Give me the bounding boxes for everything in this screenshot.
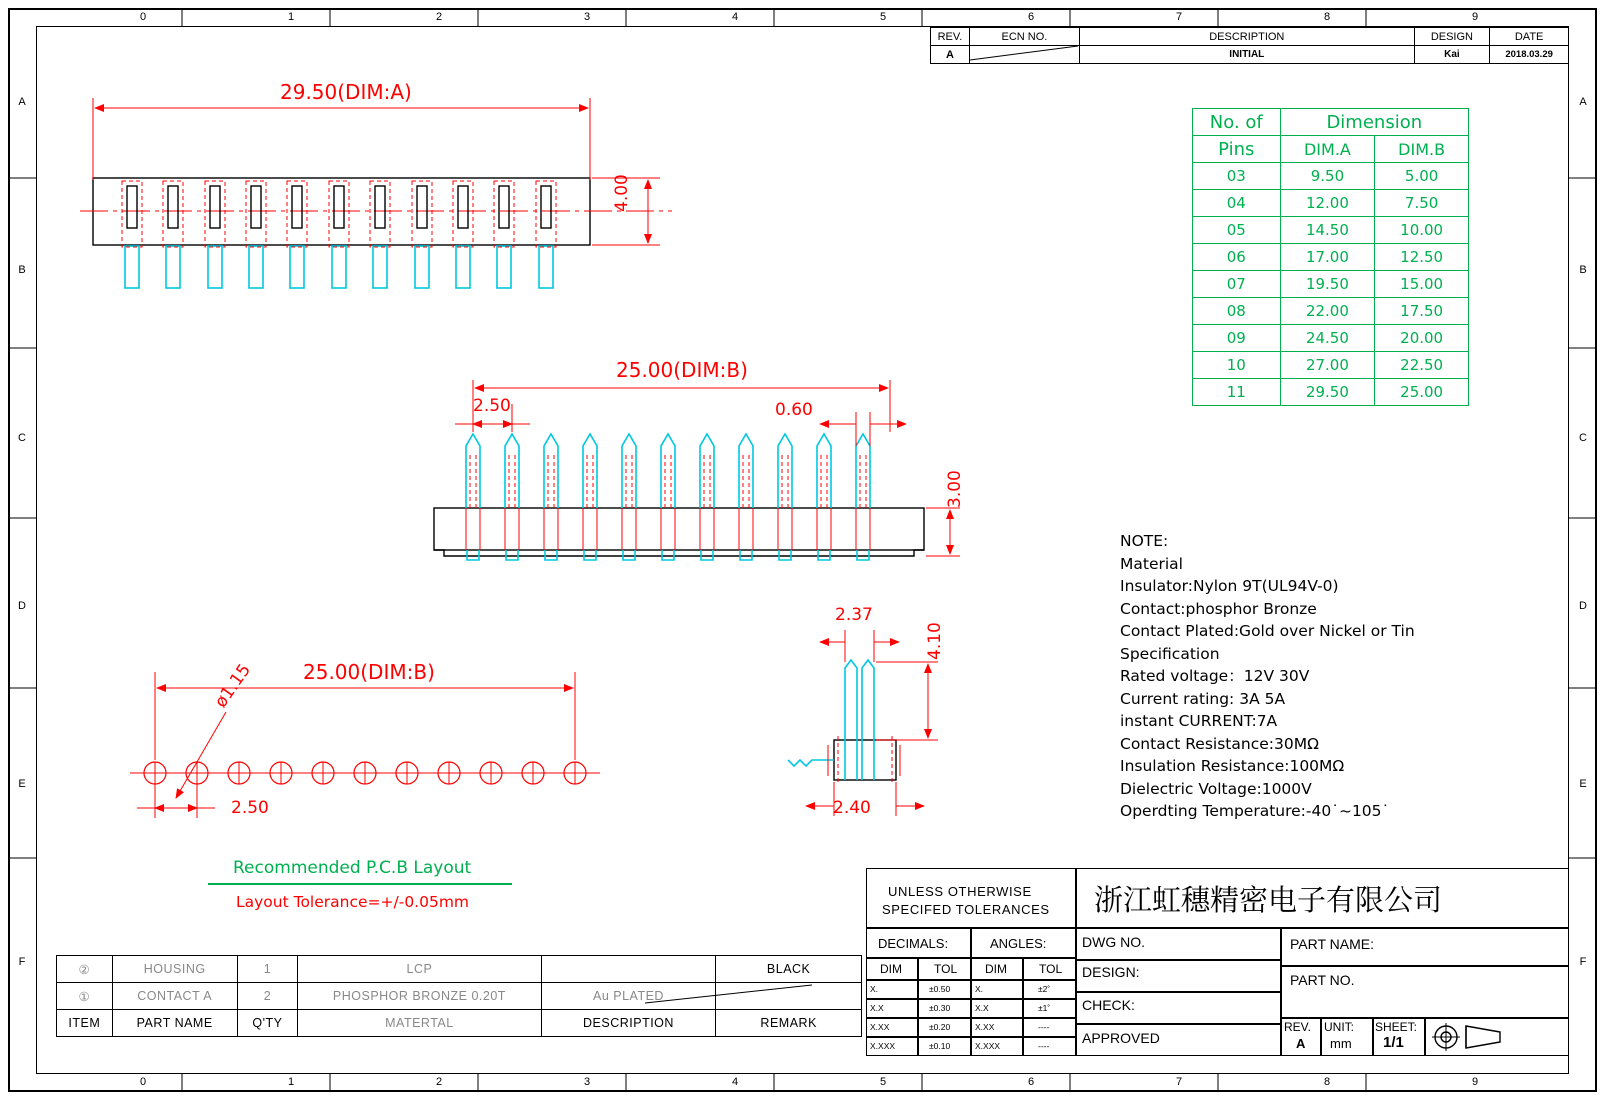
dim-b: 17.50 <box>1375 298 1469 325</box>
tolerance-title-line1: UNLESS OTHERWISE <box>888 884 1032 899</box>
tol-val: ±0.10 <box>929 1041 951 1051</box>
zone-label: 6 <box>1027 1076 1035 1088</box>
note-line: Insulation Resistance:100MΩ <box>1120 757 1345 775</box>
note-line: Specification <box>1120 644 1220 663</box>
rev-cell-date: 2018.03.29 <box>1490 46 1569 64</box>
tol-val: ---- <box>1038 1022 1050 1032</box>
rev-cell-desc: INITIAL <box>1080 46 1415 64</box>
bom-remark: BLACK <box>716 956 862 983</box>
zone-label: 7 <box>1175 11 1183 23</box>
table-row <box>57 956 862 983</box>
zone-label: E <box>1579 778 1587 790</box>
note-line: Material <box>1120 554 1183 573</box>
zone-label: 6 <box>1027 11 1035 23</box>
pcb-tolerance: Layout Tolerance=+/-0.05mm <box>236 893 470 911</box>
front-view <box>434 380 960 560</box>
tol-dim: X. <box>870 984 879 994</box>
dim-header-dimension: Dimension <box>1280 109 1468 136</box>
unit-value: mm <box>1330 1036 1352 1051</box>
title-block <box>866 868 1569 1056</box>
zone-label: F <box>18 956 26 968</box>
dim-pins: 10 <box>1193 352 1281 379</box>
zone-label: 0 <box>139 1076 147 1088</box>
tol-dim: X.XX <box>870 1022 890 1032</box>
bom-header-description: DESCRIPTION <box>541 1010 716 1037</box>
part-name-label: PART NAME: <box>1290 936 1375 952</box>
tol-dim: X.X <box>975 1003 989 1013</box>
dim-pins: 07 <box>1193 271 1281 298</box>
note-line: Contact Resistance:30MΩ <box>1120 734 1319 753</box>
bom-description-strike <box>641 981 816 1007</box>
approved-label: APPROVED <box>1082 1030 1160 1046</box>
sheet-value: 1/1 <box>1383 1034 1404 1051</box>
tol-val: ---- <box>1038 1041 1050 1051</box>
zone-label: 1 <box>287 1076 295 1088</box>
side-view-height-dim: 4.10 <box>925 622 945 660</box>
top-view-width-dim: 29.50(DIM:A) <box>280 80 412 104</box>
tol-dim: X.X <box>870 1003 884 1013</box>
tol-val: ±0.20 <box>929 1022 951 1032</box>
dim-b: 15.00 <box>1375 271 1469 298</box>
zone-label: 7 <box>1175 1076 1183 1088</box>
zone-label: 8 <box>1323 1076 1331 1088</box>
design-label: DESIGN: <box>1082 964 1140 980</box>
rev-header-design: DESIGN <box>1414 28 1490 46</box>
dim-a: 17.00 <box>1280 244 1375 271</box>
note-line: instant CURRENT:7A <box>1120 712 1278 730</box>
bom-header-part: PART NAME <box>112 1010 237 1037</box>
part-no-label: PART NO. <box>1290 972 1355 988</box>
note-line: Insulator:Nylon 9T(UL94V-0) <box>1120 577 1339 595</box>
dim-pins: 06 <box>1193 244 1281 271</box>
note-line: Operdting Temperature:-40˙~105˙ <box>1120 802 1390 820</box>
rev-value: A <box>1296 1036 1306 1051</box>
bom-description <box>541 956 716 983</box>
dim-header-pins2: Pins <box>1193 136 1281 163</box>
dim-pins: 04 <box>1193 190 1281 217</box>
bom-item: ① <box>57 983 113 1010</box>
dim-b: 5.00 <box>1375 163 1469 190</box>
zone-label: 3 <box>583 1076 591 1088</box>
zone-label: 4 <box>731 11 739 23</box>
zone-label: C <box>18 432 26 444</box>
rev-cell-rev: A <box>931 46 970 64</box>
pcb-width-dim: 25.00(DIM:B) <box>303 660 435 684</box>
note-line: Current rating: 3A 5A <box>1120 689 1286 708</box>
note-title: NOTE: <box>1120 532 1169 550</box>
dim-a: 22.00 <box>1280 298 1375 325</box>
zone-label: B <box>1579 264 1587 276</box>
bom-qty: 2 <box>237 983 298 1010</box>
bom-header-qty: Q'TY <box>237 1010 298 1037</box>
tol-header-dim1: DIM <box>880 962 902 976</box>
bom-header-item: ITEM <box>57 1010 113 1037</box>
dim-pins: 11 <box>1193 379 1281 406</box>
tol-dim: X.XX <box>975 1022 995 1032</box>
table-row <box>57 1010 862 1037</box>
zone-label: 2 <box>435 1076 443 1088</box>
front-view-pitch-dim: 2.50 <box>473 396 511 416</box>
rev-header-rev: REV. <box>931 28 970 46</box>
tol-dim: X.XXX <box>975 1041 1001 1051</box>
tol-val: ±0.30 <box>929 1003 951 1013</box>
front-view-pin-dim: 0.60 <box>775 400 813 420</box>
zone-label: 9 <box>1471 11 1479 23</box>
rev-header-ecn: ECN NO. <box>969 28 1079 46</box>
side-view-bottom-dim: 2.40 <box>833 798 871 818</box>
top-view <box>80 98 672 288</box>
dim-a: 9.50 <box>1280 163 1375 190</box>
rev-header-desc: DESCRIPTION <box>1080 28 1415 46</box>
zone-label: A <box>1579 96 1587 108</box>
dim-b: 25.00 <box>1375 379 1469 406</box>
bom-header-material: MATERTAL <box>298 1010 541 1037</box>
tol-dim: X. <box>975 984 984 994</box>
pcb-caption: Recommended P.C.B Layout <box>233 858 472 878</box>
zone-label: A <box>18 96 26 108</box>
dim-pins: 05 <box>1193 217 1281 244</box>
zone-label: 5 <box>879 1076 887 1088</box>
tol-val: ±1˚ <box>1038 1003 1051 1013</box>
zone-label: C <box>1579 432 1587 444</box>
zone-label: 1 <box>287 11 295 23</box>
first-angle-projection-icon <box>1430 1020 1510 1054</box>
dim-a: 19.50 <box>1280 271 1375 298</box>
company-name: 浙江虹穗精密电子有限公司 <box>1094 883 1443 917</box>
zone-label: 2 <box>435 11 443 23</box>
front-view-width-dim: 25.00(DIM:B) <box>616 358 748 382</box>
dim-b: 12.50 <box>1375 244 1469 271</box>
dim-pins: 09 <box>1193 325 1281 352</box>
tol-dim: X.XXX <box>870 1041 896 1051</box>
pcb-pitch-dim: 2.50 <box>231 798 269 818</box>
bom-material: LCP <box>298 956 541 983</box>
rev-label: REV. <box>1284 1020 1311 1034</box>
check-label: CHECK: <box>1082 997 1135 1013</box>
rev-cell-design: Kai <box>1414 46 1490 64</box>
zone-label: 3 <box>583 11 591 23</box>
bom-part-name: HOUSING <box>112 956 237 983</box>
zone-label: 8 <box>1323 11 1331 23</box>
note-line: Contact Plated:Gold over Nickel or Tin <box>1120 622 1415 640</box>
bom-item: ② <box>57 956 113 983</box>
zone-label: F <box>1579 956 1587 968</box>
zone-label: 9 <box>1471 1076 1479 1088</box>
dim-a: 27.00 <box>1280 352 1375 379</box>
dim-a: 24.50 <box>1280 325 1375 352</box>
dim-b: 10.00 <box>1375 217 1469 244</box>
zone-label: B <box>18 264 26 276</box>
tolerance-title-line2: SPECIFED TOLERANCES <box>882 902 1050 917</box>
dim-header-b: DIM.B <box>1375 136 1469 163</box>
pcb-hole-dim: ø1.15 <box>211 660 256 712</box>
decimals-label: DECIMALS: <box>878 936 949 951</box>
sheet-label: SHEET: <box>1375 1020 1418 1034</box>
bom-material: PHOSPHOR BRONZE 0.20T <box>298 983 541 1010</box>
zone-label: D <box>18 600 26 612</box>
dim-a: 12.00 <box>1280 190 1375 217</box>
bom-header-remark: REMARK <box>716 1010 862 1037</box>
rev-header-date: DATE <box>1490 28 1569 46</box>
unit-label: UNIT: <box>1324 1020 1354 1034</box>
note-line: Dielectric Voltage:1000V <box>1120 779 1312 798</box>
zone-label: 4 <box>731 1076 739 1088</box>
bom-part-name: CONTACT A <box>112 983 237 1010</box>
tol-val: ±0.50 <box>929 984 951 994</box>
dim-a: 29.50 <box>1280 379 1375 406</box>
tol-header-dim2: DIM <box>985 962 1007 976</box>
dim-b: 20.00 <box>1375 325 1469 352</box>
note-line: Contact:phosphor Bronze <box>1120 599 1317 618</box>
tol-header-tol2: TOL <box>1039 962 1063 976</box>
top-view-height-dim: 4.00 <box>612 174 632 212</box>
dim-b: 7.50 <box>1375 190 1469 217</box>
tol-header-tol1: TOL <box>934 962 958 976</box>
bom-qty: 1 <box>237 956 298 983</box>
zone-label: 0 <box>139 11 147 23</box>
zone-label: E <box>18 778 26 790</box>
side-view-top-dim: 2.37 <box>835 605 873 625</box>
tol-val: ±2˚ <box>1038 984 1051 994</box>
bom-description: Au PLATED <box>541 983 716 1010</box>
front-view-height-dim: 3.00 <box>945 470 965 508</box>
dim-pins: 08 <box>1193 298 1281 325</box>
dwg-no-label: DWG NO. <box>1082 934 1145 950</box>
dim-a: 14.50 <box>1280 217 1375 244</box>
side-view <box>788 630 938 816</box>
pcb-layout-view <box>130 672 600 884</box>
dim-b: 22.50 <box>1375 352 1469 379</box>
zone-label: D <box>1579 600 1587 612</box>
note-line: Rated voltage：12V 30V <box>1120 667 1310 685</box>
dim-header-pins: No. of <box>1193 109 1281 136</box>
zone-label: 5 <box>879 11 887 23</box>
dim-pins: 03 <box>1193 163 1281 190</box>
angles-label: ANGLES: <box>990 936 1047 951</box>
dim-header-a: DIM.A <box>1280 136 1375 163</box>
